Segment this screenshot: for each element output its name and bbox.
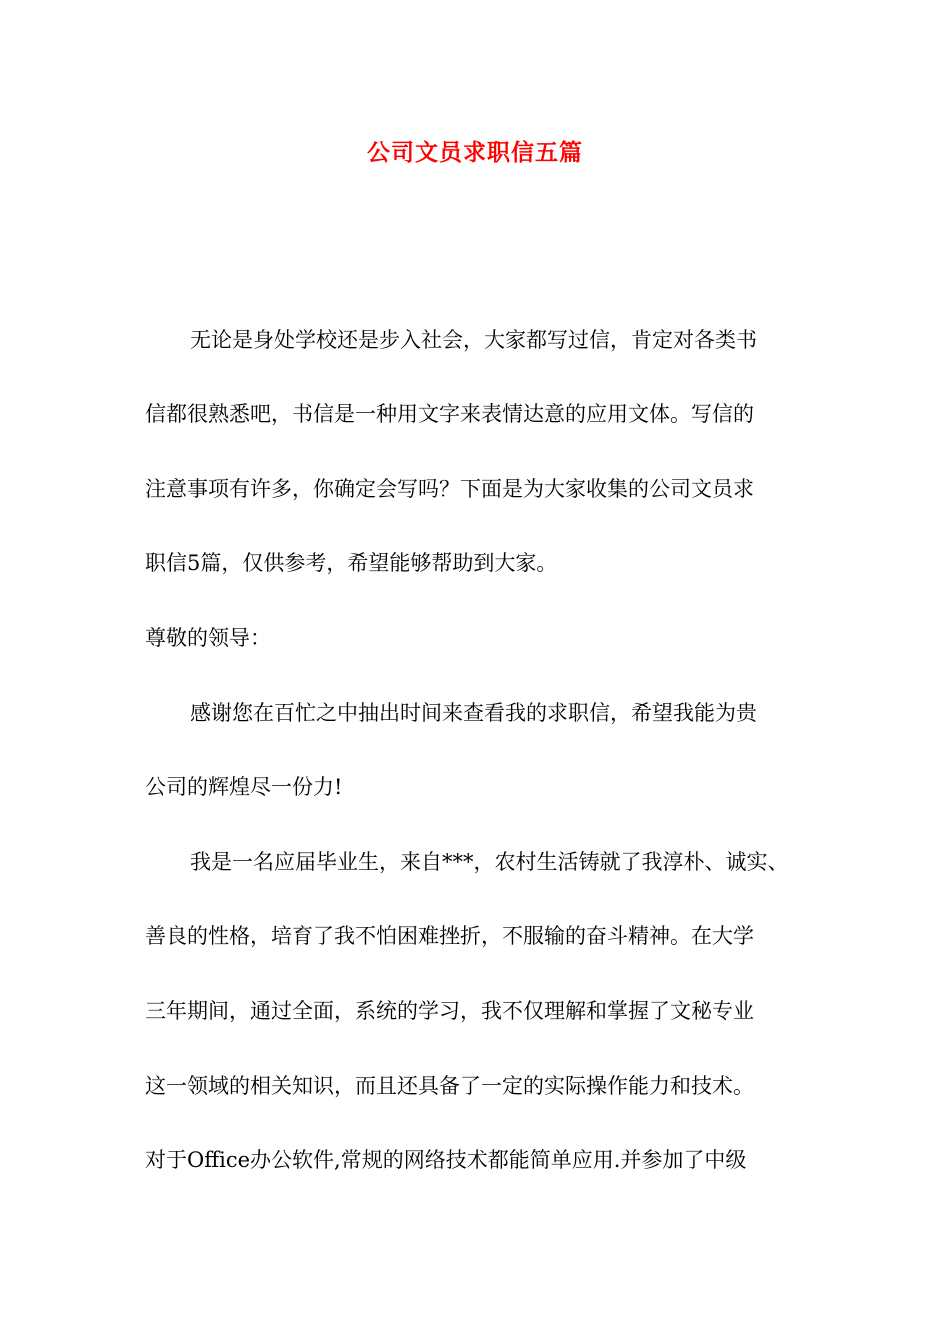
paragraph-line: 信都很熟悉吧，书信是一种用文字来表情达意的应用文体。写信的 [145, 402, 754, 426]
paragraph-line: 这一领域的相关知识，而且还具备了一定的实际操作能力和技术。 [145, 1074, 754, 1098]
paragraph-line: 善良的性格，培育了我不怕困难挫折，不服输的奋斗精神。在大学 [145, 924, 754, 948]
paragraph-line: 三年期间，通过全面，系统的学习，我不仅理解和掌握了文秘专业 [145, 999, 754, 1023]
paragraph-line: 我是一名应届毕业生，来自***，农村生活铸就了我淳朴、诚实、 [190, 850, 789, 874]
salutation-line: 尊敬的领导： [145, 626, 271, 650]
document-title: 公司文员求职信五篇 [367, 139, 583, 166]
paragraph-line: 无论是身处学校还是步入社会，大家都写过信，肯定对各类书 [190, 328, 757, 352]
paragraph-line: 感谢您在百忙之中抽出时间来查看我的求职信，希望我能为贵 [190, 701, 757, 725]
paragraph-line: 公司的辉煌尽一份力! [145, 775, 343, 799]
paragraph-line: 对于Office办公软件,常规的网络技术都能简单应用.并参加了中级 [145, 1148, 747, 1172]
paragraph-line: 注意事项有许多，你确定会写吗？下面是为大家收集的公司文员求 [145, 477, 754, 501]
paragraph-line: 职信5篇，仅供参考，希望能够帮助到大家。 [145, 551, 558, 575]
